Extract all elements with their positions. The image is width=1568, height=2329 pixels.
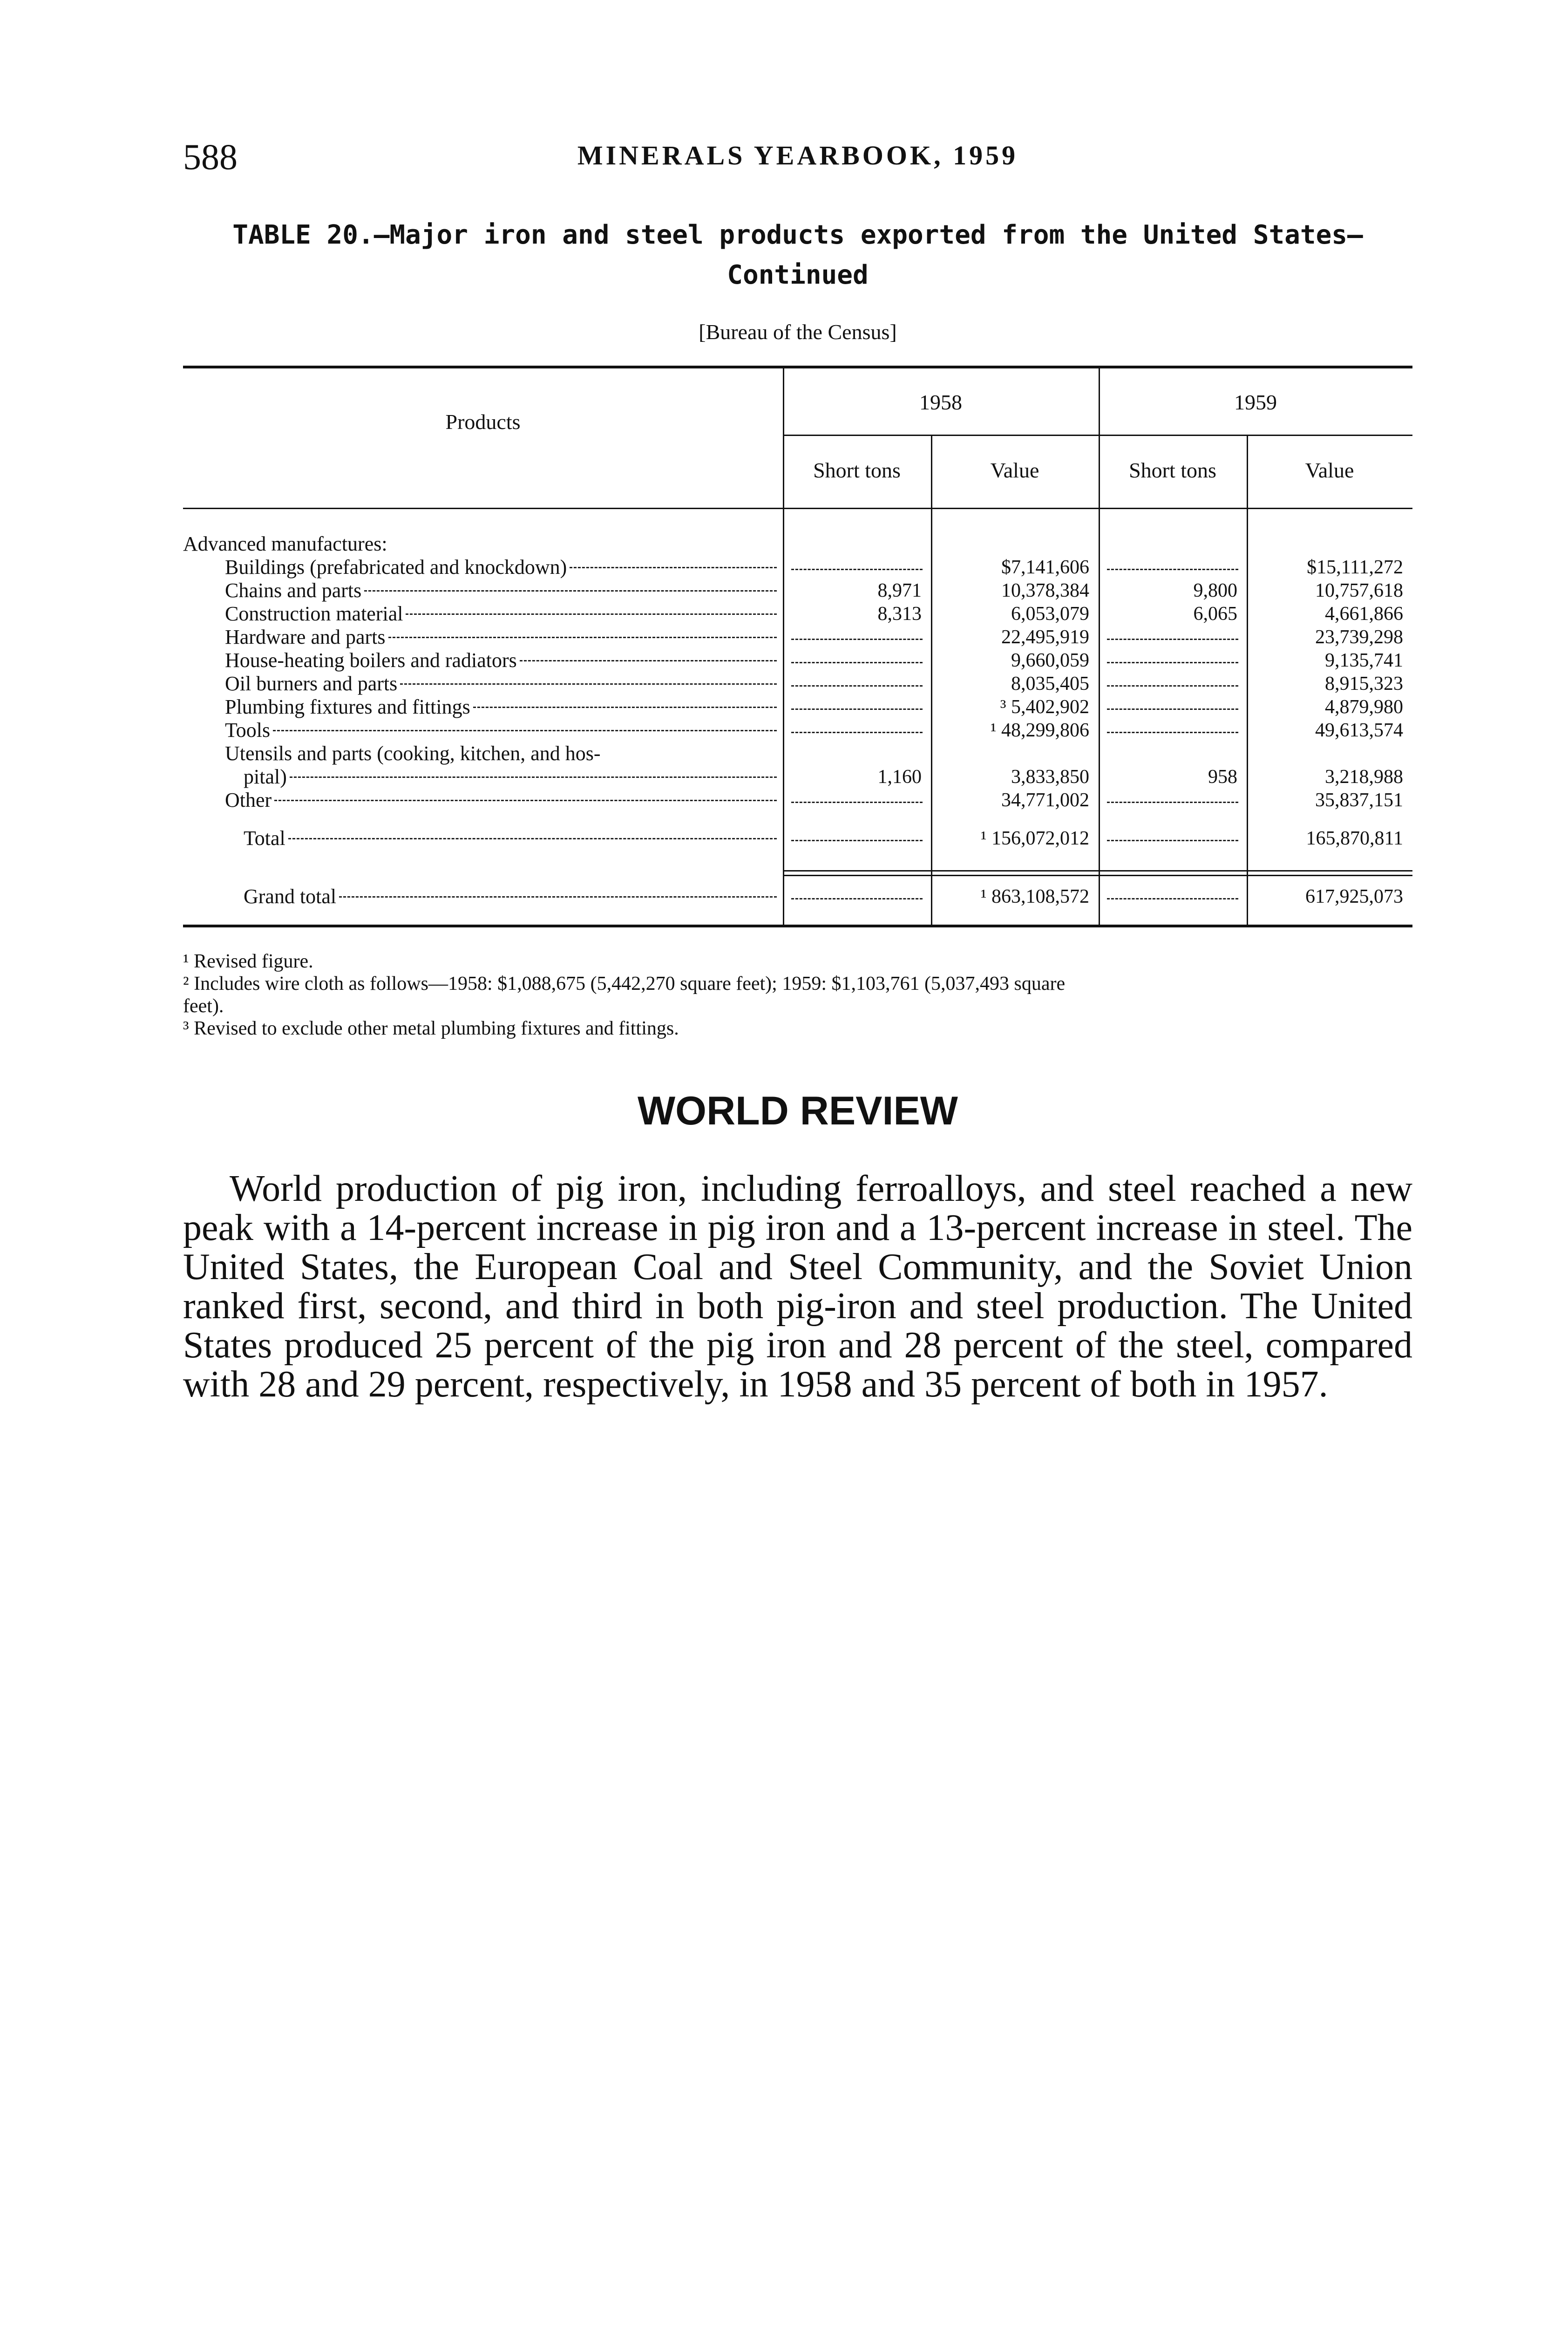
row-label bbox=[225, 626, 777, 649]
column-divider bbox=[783, 368, 784, 925]
table-source: [Bureau of the Census] bbox=[699, 320, 897, 344]
empty-cell-leader bbox=[1107, 732, 1238, 733]
grand-total-rule bbox=[783, 870, 1412, 872]
empty-cell-leader bbox=[1107, 569, 1238, 570]
table-cell: 1,160 bbox=[877, 766, 922, 788]
table-cell: 4,661,866 bbox=[1325, 603, 1403, 625]
dot-leader bbox=[570, 567, 777, 568]
row-label bbox=[225, 672, 777, 695]
column-divider bbox=[1099, 368, 1100, 925]
table-cell: $7,141,606 bbox=[1001, 557, 1089, 578]
row-label-text: Tools bbox=[225, 719, 271, 742]
row-label-text: Construction material bbox=[225, 602, 403, 625]
row-label bbox=[244, 765, 777, 789]
row-label-text: Plumbing fixtures and fittings bbox=[225, 695, 470, 718]
empty-cell-leader bbox=[1107, 840, 1238, 841]
empty-cell-leader bbox=[1107, 685, 1238, 687]
table-cell: 8,971 bbox=[877, 580, 922, 601]
table-cell: 3,833,850 bbox=[1011, 766, 1089, 788]
table-cell: 6,053,079 bbox=[1011, 603, 1089, 625]
empty-cell-leader bbox=[791, 840, 923, 841]
table-cell: 165,870,811 bbox=[1306, 828, 1403, 849]
table-cell: 6,065 bbox=[1193, 603, 1237, 625]
empty-cell-leader bbox=[1107, 802, 1238, 803]
table-cell: 958 bbox=[1208, 766, 1237, 788]
table-cell: ¹ 156,072,012 bbox=[980, 828, 1089, 849]
row-label-text: Hardware and parts bbox=[225, 626, 386, 648]
table-cell: ¹ 48,299,806 bbox=[990, 720, 1089, 741]
row-label-text: Oil burners and parts bbox=[225, 672, 398, 695]
table-cell: 4,879,980 bbox=[1325, 696, 1403, 718]
header-bottom-rule bbox=[183, 508, 1412, 509]
empty-cell-leader bbox=[791, 732, 923, 733]
footnotes bbox=[183, 950, 1412, 1040]
table-cell: 22,495,919 bbox=[1001, 627, 1089, 648]
dot-leader bbox=[364, 590, 777, 592]
empty-cell-leader bbox=[791, 569, 923, 570]
row-label bbox=[225, 695, 777, 719]
table-cell: 10,757,618 bbox=[1315, 580, 1403, 601]
empty-cell-leader bbox=[1107, 639, 1238, 640]
running-title: MINERALS YEARBOOK, 1959 bbox=[577, 140, 1018, 170]
row-label-text: Grand total bbox=[244, 885, 337, 908]
empty-cell-leader bbox=[791, 639, 923, 640]
row-label bbox=[225, 649, 777, 672]
table-cell: 8,035,405 bbox=[1011, 673, 1089, 695]
table-cell: 9,135,741 bbox=[1325, 650, 1403, 671]
empty-cell-leader bbox=[791, 685, 923, 687]
dot-leader bbox=[388, 637, 777, 638]
row-label-text: pital) bbox=[244, 765, 287, 788]
page-number: 588 bbox=[183, 136, 238, 177]
dot-leader bbox=[274, 800, 777, 801]
empty-cell-leader bbox=[1107, 898, 1238, 899]
header-year-1959: 1959 bbox=[1234, 390, 1277, 414]
row-label bbox=[225, 602, 777, 626]
table-cell: $15,111,272 bbox=[1307, 557, 1403, 578]
dot-leader bbox=[273, 730, 777, 731]
dot-leader bbox=[339, 896, 777, 898]
table-cell: 23,739,298 bbox=[1315, 627, 1403, 648]
header-value-1959: Value bbox=[1305, 458, 1354, 482]
empty-cell-leader bbox=[791, 802, 923, 803]
row-label bbox=[244, 885, 777, 908]
row-label-text: Utensils and parts (cooking, kitchen, and hos- bbox=[225, 742, 601, 765]
table-cell: 10,378,384 bbox=[1001, 580, 1089, 601]
running-head bbox=[183, 136, 1412, 178]
table-title-line-1: TABLE 20.—Major iron and steel products exported from the United States— bbox=[232, 220, 1363, 250]
table-cell: 8,915,323 bbox=[1325, 673, 1403, 695]
row-label-text: House-heating boilers and radiators bbox=[225, 649, 517, 672]
row-label-text: Buildings (prefabricated and knockdown) bbox=[225, 556, 567, 579]
dot-leader bbox=[520, 660, 777, 661]
table-cell: 34,771,002 bbox=[1001, 790, 1089, 811]
section-heading: WORLD REVIEW bbox=[638, 1089, 958, 1133]
grand-total-rule bbox=[783, 875, 1412, 876]
dot-leader bbox=[290, 776, 777, 778]
table-title bbox=[183, 215, 1412, 295]
empty-cell-leader bbox=[791, 708, 923, 710]
header-rule bbox=[783, 435, 1412, 436]
row-label bbox=[225, 742, 777, 765]
empty-cell-leader bbox=[791, 898, 923, 899]
footnote-2: ² Includes wire cloth as follows—1958: $1,088,675 (5,442,270 square feet); 1959: $1,103,761 (5,037,493 square bbox=[183, 973, 1066, 994]
table-bottom-rule bbox=[183, 925, 1412, 927]
row-label-text: Chains and parts bbox=[225, 579, 362, 602]
table-cell: ¹ 863,108,572 bbox=[980, 886, 1089, 907]
row-label bbox=[225, 719, 777, 742]
header-products: Products bbox=[445, 410, 521, 434]
body-paragraph: World production of pig iron, including ferroalloys, and steel reached a new peak with a 14-percent increase in pig iron and a 13-percent increase in steel. The United States, the European Coal and Steel Community, and the Soviet Union ranked first, second, and third in both pig-iron and steel production. The United States produced 25 percent of the pig iron and 28 percent of the steel, compared with 28 and 29 percent, respectively, in 1958 and 35 percent of both in 1957. bbox=[183, 1168, 1412, 1405]
section-label: Advanced manufactures: bbox=[183, 532, 387, 555]
table-cell: 617,925,073 bbox=[1305, 886, 1403, 907]
row-label bbox=[244, 827, 777, 850]
dot-leader bbox=[406, 613, 777, 615]
empty-cell-leader bbox=[1107, 708, 1238, 710]
footnote-3: ³ Revised to exclude other metal plumbing fixtures and fittings. bbox=[183, 1018, 679, 1039]
row-label bbox=[225, 556, 777, 579]
table-cell: 9,660,059 bbox=[1011, 650, 1089, 671]
dot-leader bbox=[288, 838, 777, 839]
table-cell: 9,800 bbox=[1193, 580, 1237, 601]
header-short-tons-1959: Short tons bbox=[1129, 458, 1216, 482]
table-cell: 49,613,574 bbox=[1315, 720, 1403, 741]
table-top-rule bbox=[183, 366, 1412, 368]
table-title-line-2: Continued bbox=[727, 260, 869, 290]
header-short-tons-1958: Short tons bbox=[813, 458, 901, 482]
row-label bbox=[225, 789, 777, 812]
empty-cell-leader bbox=[791, 662, 923, 663]
dot-leader bbox=[400, 683, 777, 685]
table-cell: 8,313 bbox=[877, 603, 922, 625]
empty-cell-leader bbox=[1107, 662, 1238, 663]
dot-leader bbox=[473, 707, 777, 708]
row-label-text: Total bbox=[244, 827, 285, 850]
row-label bbox=[225, 579, 777, 602]
footnote-2-continued: feet). bbox=[183, 995, 224, 1017]
table-cell: 35,837,151 bbox=[1315, 790, 1403, 811]
header-year-1958: 1958 bbox=[919, 390, 962, 414]
table-cell: ³ 5,402,902 bbox=[1000, 696, 1089, 718]
header-value-1958: Value bbox=[990, 458, 1039, 482]
row-label-text: Other bbox=[225, 789, 272, 811]
table-cell: 3,218,988 bbox=[1325, 766, 1403, 788]
footnote-1: ¹ Revised figure. bbox=[183, 951, 313, 972]
